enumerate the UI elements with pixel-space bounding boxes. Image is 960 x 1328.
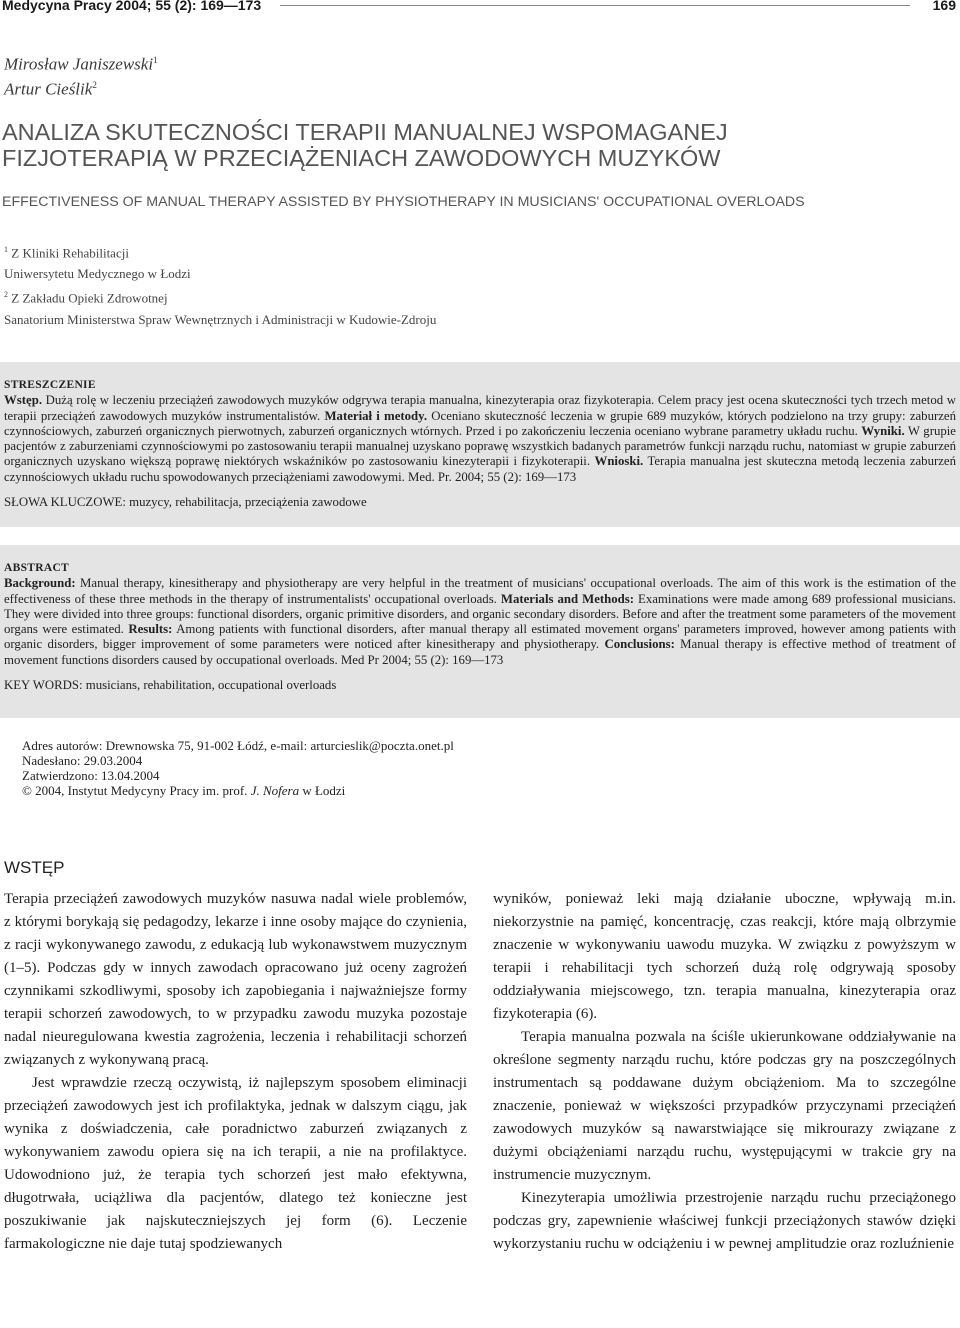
right-paragraph-2: Terapia manualna pozwala na ściśle ukierunkowane oddziaływanie na określone segmenty narządu ruchu, które podczas gry na poszczególnych instrumentach są poddawane dużym obciążeniom. Ma to szczególne znaczenie, ponieważ w większości przypadków przyczynami przeciążeń zawodowych muzyków są nawarstwiające się mikrourazy związane z dużymi obciążeniami narządu ruchu, występującymi w trakcie gry na instrumencie muzycznym. [493, 1029, 956, 1183]
streszczenie-keywords [4, 495, 956, 510]
streszczenie-methods-text: Oceniano skuteczność leczenia w grupie 689 muzyków, których podzielono na trzy grupy: zaburzeń czynnościowych, zaburzeń organicznych pierwotnych, zaburzeń organicznych wtórnych. Przed i po zakończeniu leczenia oceniano wybrane parametry układu ruchu. [4, 408, 956, 438]
copyright-name: J. Nofera [250, 783, 300, 798]
affiliation-2-line-1 [4, 284, 436, 308]
streszczenie-content [4, 378, 956, 510]
abstract-background-text: Manual therapy, kinesitherapy and physiotherapy are very helpful in the treatment of musicians' occupational overloads. The aim of this work is the estimation of the effectiveness of these three methods in the therapy of instrumentalists' occupational overloads. [4, 576, 956, 606]
english-title: EFFECTIVENESS OF MANUAL THERAPY ASSISTED BY PHYSIOTHERAPY IN MUSICIANS' OCCUPATIONAL OVERLOADS [2, 194, 805, 210]
right-paragraph-1: wyników, ponieważ leki mają działanie uboczne, wpływają m.in. niekorzystnie na pamięć, koncentrację, czas reakcji, które mają olbrzymie znaczenie w wykonywaniu uawodu muzyka. W związku z powyższym w terapii i rehabilitacji tych schorzeń dużą rolę odgrywają sposoby oddziaływania miejscowego, tzn. terapia manualna, kinezyterapia oraz fizykoterapia (6). [493, 891, 956, 1022]
journal-citation: Medycyna Pracy 2004; 55 (2): 169—173 [2, 0, 262, 13]
abstract-background-label: Background: [4, 576, 76, 591]
streszczenie-text [4, 393, 956, 485]
left-paragraph-2: Jest wprawdzie rzeczą oczywistą, iż najlepszym sposobem eliminacji przeciążeń zawodowych jest ich profilaktyka, jednak w dalszym ciągu, jak wynika z doświadczenia, całe poradnictwo zaburzeń związanych z wykonywaniem zawodu opiera się na ich terapii, a nie na profilaktyce. Udowodniono już, że terapia tych schorzeń jest mało efektywna, długotrwała, uciążliwa dla pacjentów, dlatego też konieczne jest poszukiwanie jak najskuteczniejszych jej form (6). Leczenie farmakologiczne nie daje tutaj spodziewanych [4, 1075, 467, 1252]
abstract-results-label: Results: [128, 622, 173, 637]
author-1-sup: 1 [153, 55, 158, 65]
affiliation-2-sup: 2 [4, 290, 8, 300]
streszczenie-box [0, 362, 960, 527]
copyright-suffix: w Łodzi [299, 783, 346, 798]
abstract-conclusions-text: Manual therapy is effective method of treatment of movement functions disorders caused by occupational overloads. Med Pr 2004; 55 (2): 169—173 [4, 637, 956, 667]
abstract-box [0, 545, 960, 718]
affiliation-2-text: Z Zakładu Opieki Zdrowotnej [11, 290, 168, 306]
streszczenie-keywords-text: muzycy, rehabilitacja, przeciążenia zawodowe [125, 495, 367, 510]
correspondence-block [22, 738, 454, 798]
author-1-name: Mirosław Janiszewski [4, 54, 154, 74]
title-line-1: ANALIZA SKUTECZNOŚCI TERAPII MANUALNEJ WSPOMAGANEJ [2, 119, 728, 145]
abstract-keywords-label: KEY WORDS: [4, 678, 83, 693]
right-paragraph-3: Kinezyterapia umożliwia przestrojenie narządu ruchu przeciążonego podczas gry, zapewnienie właściwej funkcji przeciążonych stawów dzięki wykorzystaniu ruchu w odciążeniu i w pewnej amplitudzie oraz rozluźnienie [493, 1190, 956, 1252]
body-column-left [4, 888, 467, 1256]
streszczenie-keywords-label: SŁOWA KLUCZOWE: [4, 495, 126, 510]
body-column-right [493, 888, 956, 1256]
author-1 [4, 50, 158, 75]
author-2-name: Artur Cieślik [4, 79, 93, 99]
author-2 [4, 75, 158, 100]
abstract-text [4, 576, 956, 668]
streszczenie-conclusions-label: Wnioski. [594, 454, 644, 469]
abstract-methods-label: Materials and Methods: [500, 591, 635, 606]
affiliation-1-sup: 1 [4, 245, 8, 254]
left-paragraph-1: Terapia przeciążeń zawodowych muzyków nasuwa nadal wiele problemów, z którymi borykają się pedagodzy, lekarze i inne osoby mające do czynienia, z racji wykonywanego zawodu, z edukacją lub wykonawstwem muzycznym (1–5). Podczas gdy w innych zawodach opracowano już oceny zagrożeń czynnikami szkodliwymi, sposoby ich zapobiegania i najważniejsze formy terapii schorzeń zawodowych, to w przypadku zawodu muzyka pozostaje nadal nieuregulowana kwestia zagrożenia, leczenia i rehabilitacji schorzeń związanych z wykonywaną pracą. [4, 891, 467, 1068]
abstract-methods-text: Examinations were made among 689 professional musicians. They were divided into three groups: functional disorders, organic primitive disorders, and organic secondary disorders. Before and after the treatment some parameters of the movement organs were estimated. [4, 591, 957, 637]
abstract-heading: ABSTRACT [4, 562, 70, 574]
header-rule [280, 5, 910, 6]
copyright-prefix: © 2004, Instytut Medycyny Pracy im. prof. [22, 783, 251, 798]
section-heading: WSTĘP [4, 858, 65, 877]
streszczenie-conclusions-text: Terapia manualna jest skuteczna metodą leczenia zaburzeń czynnościowych układu ruchu spowodowanych przeciążeniami zawodowymi. Med. Pr. 2004; 55 (2): 169—173 [4, 454, 956, 484]
received-date: Nadesłano: 29.03.2004 [22, 753, 143, 768]
streszczenie-intro-label: Wstęp. [4, 393, 43, 408]
accepted-date: Zatwierdzono: 13.04.2004 [22, 768, 160, 783]
streszczenie-results-text: W grupie pacjentów z zaburzeniami czynnościowymi po zastosowaniu terapii manualnej uzyskano poprawę wszystkich badanych parametrów funkcji narządu ruchu, natomiast w grupie zaburzeń organicznych uzyskano większą poprawę niektórych wskaźników po zastosowaniu kinezyterapii i fizykoterapii. [4, 423, 956, 469]
author-address: Adres autorów: Drewnowska 75, 91-002 Łódź, e-mail: arturcieslik@poczta.onet.pl [22, 738, 454, 753]
author-list [4, 50, 158, 99]
copyright-notice [22, 783, 454, 798]
affiliation-1-text: Z Kliniki Rehabilitacji [11, 245, 129, 261]
abstract-results-text: Among patients with functional disorders, after manual therapy all estimated movement organs' parameters improved, however among patients with organic disorders, bigger improvement of some parameters were noticed after kinesitherapy and physiotherapy. [4, 622, 956, 652]
article-title [2, 119, 952, 171]
abstract-conclusions-label: Conclusions: [604, 637, 675, 652]
abstract-content [4, 561, 956, 693]
affiliation-1-line-1 [4, 239, 436, 263]
title-line-2: FIZJOTERAPIĄ W PRZECIĄŻENIACH ZAWODOWYCH MUZYKÓW [2, 145, 721, 171]
affiliation-2-line-2: Sanatorium Ministerstwa Spraw Wewnętrznych i Administracji w Kudowie-Zdroju [4, 311, 437, 327]
running-header [0, 0, 960, 14]
affiliations [4, 239, 436, 330]
streszczenie-intro-text: Dużą rolę w leczeniu przeciążeń zawodowych muzyków odgrywa terapia manualna, kinezyterapia oraz fizykoterapia. Celem pracy jest ocena skuteczności tych trzech metod w terapii przeciążeń zawodowych muzyków instrumentalistów. [4, 393, 956, 423]
streszczenie-results-label: Wyniki. [861, 423, 905, 438]
author-2-sup: 2 [92, 79, 97, 90]
affiliation-1-line-2: Uniwersytetu Medycznego w Łodzi [4, 266, 191, 282]
streszczenie-heading: STRESZCZENIE [4, 379, 96, 391]
page-number: 169 [932, 0, 956, 13]
abstract-keywords-text: musicians, rehabilitation, occupational overloads [82, 678, 337, 693]
streszczenie-methods-label: Materiał i metody. [324, 408, 428, 423]
abstract-keywords [4, 678, 956, 693]
